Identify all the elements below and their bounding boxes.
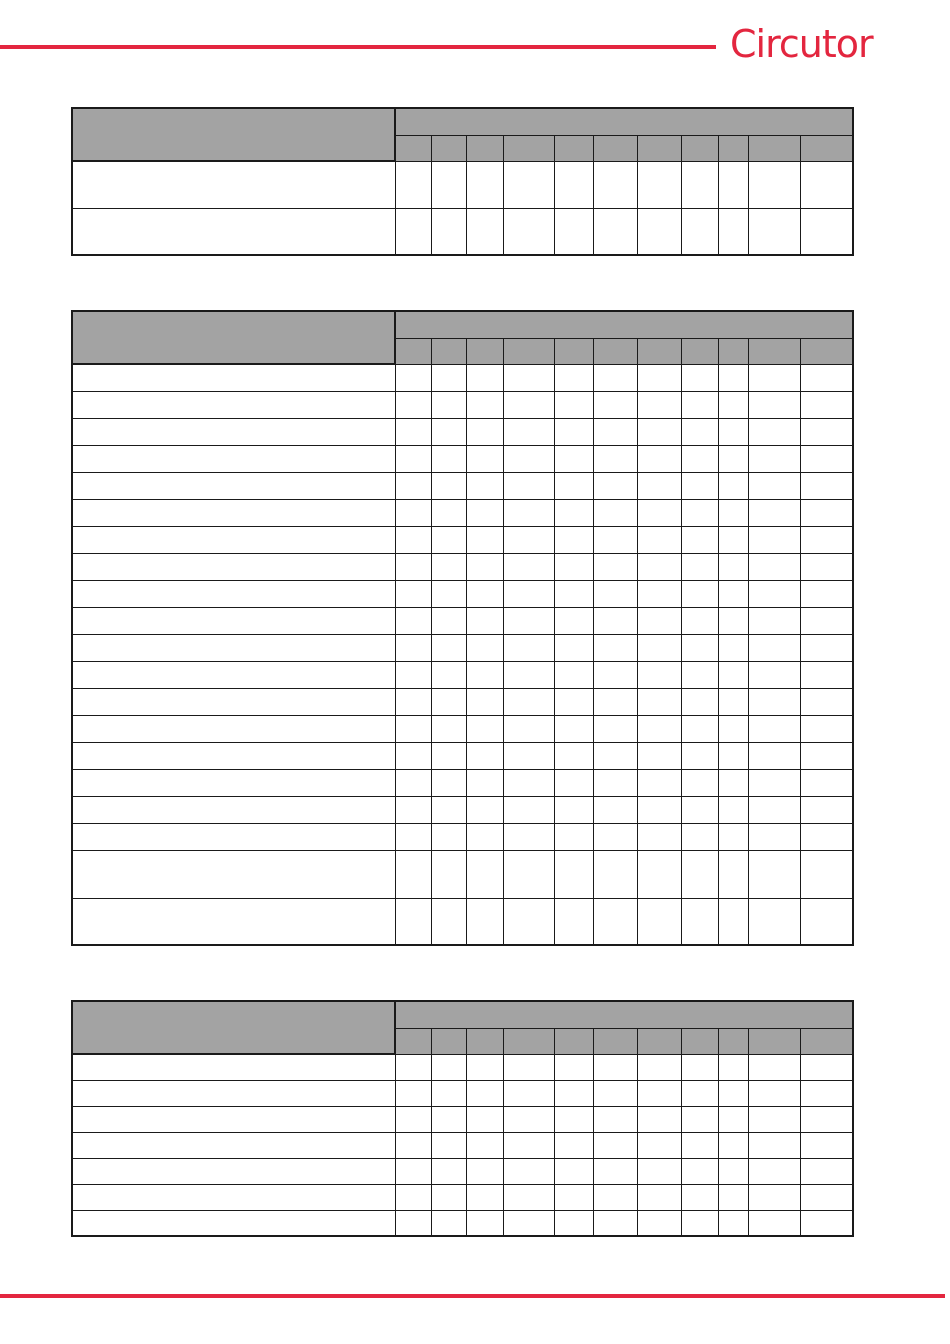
table-row [72, 661, 853, 688]
table-row [72, 553, 853, 580]
table-row [72, 499, 853, 526]
subheader-cell [681, 135, 718, 161]
subheader-cell [503, 135, 554, 161]
table-row [72, 580, 853, 607]
header-label-cell [72, 108, 395, 161]
subheader-cell [637, 338, 681, 364]
row-label [72, 607, 395, 634]
subheader-cell [431, 1028, 466, 1054]
subheader-cell [637, 1028, 681, 1054]
subheader-cell [503, 338, 554, 364]
row-label [72, 1132, 395, 1158]
table-row [72, 1158, 853, 1184]
header-label-cell [72, 1001, 395, 1054]
row-label [72, 161, 395, 208]
row-label [72, 391, 395, 418]
row-label [72, 796, 395, 823]
subheader-cell [748, 135, 800, 161]
table-header-row [72, 1001, 853, 1028]
subheader-cell [748, 338, 800, 364]
subheader-cell [593, 135, 637, 161]
subheader-cell [466, 338, 503, 364]
row-label [72, 208, 395, 255]
table-row [72, 1132, 853, 1158]
subheader-cell [466, 135, 503, 161]
brand-logo: Circutor [730, 22, 873, 66]
row-label [72, 1158, 395, 1184]
subheader-cell [395, 1028, 431, 1054]
row-label [72, 1106, 395, 1132]
subheader-cell [503, 1028, 554, 1054]
row-label [72, 526, 395, 553]
row-label [72, 715, 395, 742]
subheader-cell [637, 135, 681, 161]
row-label [72, 1054, 395, 1080]
table-row [72, 526, 853, 553]
row-label [72, 688, 395, 715]
row-label [72, 634, 395, 661]
table-row [72, 364, 853, 391]
table-row [72, 1210, 853, 1236]
row-label [72, 898, 395, 945]
subheader-cell [466, 1028, 503, 1054]
header-group-cell [395, 108, 853, 135]
subheader-cell [718, 338, 748, 364]
row-label [72, 850, 395, 898]
header-label-cell [72, 311, 395, 364]
subheader-cell [395, 338, 431, 364]
table-row [72, 769, 853, 796]
subheader-cell [593, 1028, 637, 1054]
footer-rule [0, 1294, 945, 1298]
subheader-cell [593, 338, 637, 364]
header-group-cell [395, 1001, 853, 1028]
row-label [72, 1080, 395, 1106]
compatibility-table-3 [71, 1000, 854, 1237]
row-label [72, 742, 395, 769]
subheader-cell [748, 1028, 800, 1054]
table-row [72, 1106, 853, 1132]
subheader-cell [800, 338, 853, 364]
table-row [72, 208, 853, 255]
row-label [72, 418, 395, 445]
subheader-cell [800, 135, 853, 161]
table-header-row [72, 108, 853, 135]
table-row [72, 1054, 853, 1080]
table-row [72, 715, 853, 742]
table-row [72, 445, 853, 472]
table-row [72, 1080, 853, 1106]
subheader-cell [554, 1028, 593, 1054]
row-label [72, 1210, 395, 1236]
table-row [72, 796, 853, 823]
table-row [72, 742, 853, 769]
table-row [72, 898, 853, 945]
row-label [72, 580, 395, 607]
row-label [72, 553, 395, 580]
subheader-cell [554, 338, 593, 364]
table-row [72, 607, 853, 634]
subheader-cell [718, 135, 748, 161]
row-label [72, 364, 395, 391]
row-label [72, 1184, 395, 1210]
row-label [72, 472, 395, 499]
subheader-cell [681, 1028, 718, 1054]
header-group-cell [395, 311, 853, 338]
table-row [72, 418, 853, 445]
subheader-cell [395, 135, 431, 161]
table-row [72, 823, 853, 850]
subheader-cell [431, 338, 466, 364]
compatibility-table-2 [71, 310, 854, 946]
compatibility-table-1 [71, 107, 854, 256]
subheader-cell [431, 135, 466, 161]
table-row [72, 161, 853, 208]
table-row [72, 1184, 853, 1210]
row-label [72, 661, 395, 688]
subheader-cell [554, 135, 593, 161]
header-rule [0, 45, 716, 49]
table-row [72, 850, 853, 898]
table-row [72, 634, 853, 661]
row-label [72, 499, 395, 526]
subheader-cell [681, 338, 718, 364]
table-row [72, 472, 853, 499]
table-row [72, 391, 853, 418]
row-label [72, 823, 395, 850]
subheader-cell [718, 1028, 748, 1054]
row-label [72, 445, 395, 472]
subheader-cell [800, 1028, 853, 1054]
table-header-row [72, 311, 853, 338]
row-label [72, 769, 395, 796]
table-row [72, 688, 853, 715]
